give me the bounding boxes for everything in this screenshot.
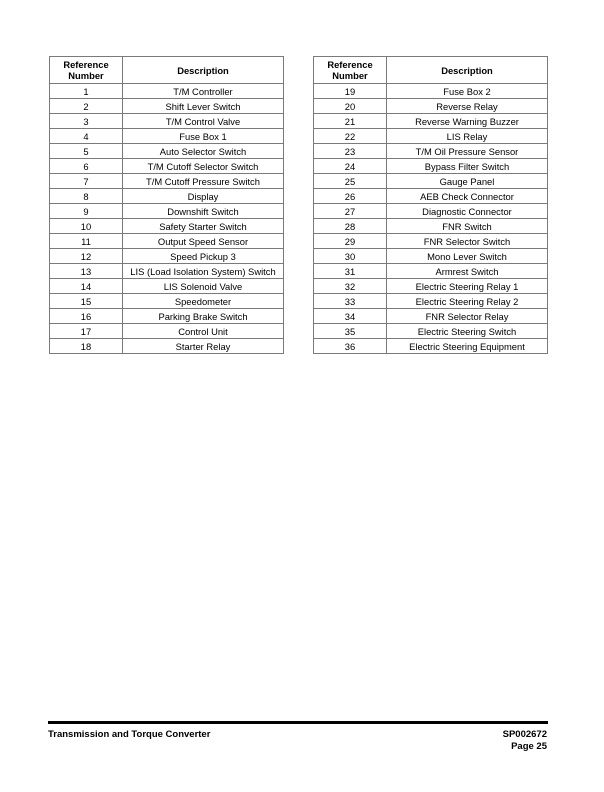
description-cell: AEB Check Connector <box>387 189 548 204</box>
description-cell: Fuse Box 2 <box>387 84 548 99</box>
description-cell: Diagnostic Connector <box>387 204 548 219</box>
description-cell: LIS (Load Isolation System) Switch <box>123 264 284 279</box>
table-body-left <box>50 84 284 354</box>
table-row <box>314 339 548 354</box>
reference-number-cell: 22 <box>314 129 387 144</box>
reference-number-cell: 13 <box>50 264 123 279</box>
description-cell: FNR Selector Relay <box>387 309 548 324</box>
description-cell: Gauge Panel <box>387 174 548 189</box>
reference-number-cell: 30 <box>314 249 387 264</box>
table-row <box>50 174 284 189</box>
reference-number-cell: 26 <box>314 189 387 204</box>
reference-number-cell: 20 <box>314 99 387 114</box>
table-row <box>314 204 548 219</box>
reference-number-cell: 18 <box>50 339 123 354</box>
description-cell: Electric Steering Switch <box>387 324 548 339</box>
table-row <box>50 339 284 354</box>
description-cell: Parking Brake Switch <box>123 309 284 324</box>
table-row <box>50 159 284 174</box>
description-cell: Safety Starter Switch <box>123 219 284 234</box>
description-cell: T/M Controller <box>123 84 284 99</box>
reference-number-cell: 24 <box>314 159 387 174</box>
reference-number-cell: 34 <box>314 309 387 324</box>
reference-number-cell: 8 <box>50 189 123 204</box>
reference-number-cell: 28 <box>314 219 387 234</box>
table-row <box>314 294 548 309</box>
reference-number-cell: 1 <box>50 84 123 99</box>
reference-number-cell: 16 <box>50 309 123 324</box>
reference-number-cell: 23 <box>314 144 387 159</box>
reference-number-cell: 27 <box>314 204 387 219</box>
table-row <box>50 234 284 249</box>
description-cell: Shift Lever Switch <box>123 99 284 114</box>
description-cell: T/M Oil Pressure Sensor <box>387 144 548 159</box>
header-description: Description <box>123 57 284 84</box>
table-row <box>314 159 548 174</box>
reference-number-cell: 7 <box>50 174 123 189</box>
table-header-row <box>50 57 284 84</box>
reference-number-cell: 6 <box>50 159 123 174</box>
reference-number-cell: 31 <box>314 264 387 279</box>
description-cell: Starter Relay <box>123 339 284 354</box>
description-cell: Speedometer <box>123 294 284 309</box>
table-row <box>50 324 284 339</box>
description-cell: Electric Steering Relay 1 <box>387 279 548 294</box>
header-reference-number: Reference Number <box>314 57 387 84</box>
table-row <box>314 279 548 294</box>
table-row <box>50 219 284 234</box>
description-cell: Reverse Relay <box>387 99 548 114</box>
header-reference-number: Reference Number <box>50 57 123 84</box>
table-row <box>314 189 548 204</box>
reference-number-cell: 29 <box>314 234 387 249</box>
table-row <box>50 264 284 279</box>
description-cell: Fuse Box 1 <box>123 129 284 144</box>
reference-table-left <box>49 56 284 354</box>
reference-number-cell: 4 <box>50 129 123 144</box>
table-row <box>50 204 284 219</box>
description-cell: FNR Selector Switch <box>387 234 548 249</box>
description-cell: T/M Cutoff Selector Switch <box>123 159 284 174</box>
table-row <box>314 129 548 144</box>
reference-number-cell: 25 <box>314 174 387 189</box>
table-row <box>50 129 284 144</box>
table-row <box>50 99 284 114</box>
reference-number-cell: 32 <box>314 279 387 294</box>
footer-page-number: Page 25 <box>511 741 547 752</box>
table-row <box>314 234 548 249</box>
reference-number-cell: 3 <box>50 114 123 129</box>
reference-number-cell: 10 <box>50 219 123 234</box>
description-cell: LIS Relay <box>387 129 548 144</box>
table-row <box>314 264 548 279</box>
description-cell: Electric Steering Equipment <box>387 339 548 354</box>
description-cell: Armrest Switch <box>387 264 548 279</box>
table-row <box>314 249 548 264</box>
description-cell: LIS Solenoid Valve <box>123 279 284 294</box>
table-row <box>314 84 548 99</box>
footer-divider <box>48 721 548 724</box>
table-row <box>314 174 548 189</box>
table-row <box>50 84 284 99</box>
reference-number-cell: 2 <box>50 99 123 114</box>
reference-number-cell: 5 <box>50 144 123 159</box>
description-cell: Control Unit <box>123 324 284 339</box>
table-row <box>50 189 284 204</box>
reference-number-cell: 9 <box>50 204 123 219</box>
description-cell: Output Speed Sensor <box>123 234 284 249</box>
reference-number-cell: 35 <box>314 324 387 339</box>
table-row <box>314 219 548 234</box>
description-cell: FNR Switch <box>387 219 548 234</box>
table-row <box>314 144 548 159</box>
description-cell: Display <box>123 189 284 204</box>
reference-table-right <box>313 56 548 354</box>
footer-section-title: Transmission and Torque Converter <box>48 729 211 740</box>
reference-number-cell: 12 <box>50 249 123 264</box>
description-cell: Auto Selector Switch <box>123 144 284 159</box>
description-cell: Speed Pickup 3 <box>123 249 284 264</box>
description-cell: Reverse Warning Buzzer <box>387 114 548 129</box>
reference-number-cell: 21 <box>314 114 387 129</box>
description-cell: Downshift Switch <box>123 204 284 219</box>
table-row <box>314 309 548 324</box>
reference-number-cell: 36 <box>314 339 387 354</box>
table-row <box>50 294 284 309</box>
footer-doc-number: SP002672 <box>502 729 547 740</box>
table-row <box>314 99 548 114</box>
reference-number-cell: 19 <box>314 84 387 99</box>
description-cell: Electric Steering Relay 2 <box>387 294 548 309</box>
description-cell: T/M Cutoff Pressure Switch <box>123 174 284 189</box>
reference-number-cell: 11 <box>50 234 123 249</box>
table-row <box>314 324 548 339</box>
table-row <box>50 249 284 264</box>
description-cell: T/M Control Valve <box>123 114 284 129</box>
description-cell: Mono Lever Switch <box>387 249 548 264</box>
reference-number-cell: 17 <box>50 324 123 339</box>
reference-number-cell: 33 <box>314 294 387 309</box>
table-row <box>50 309 284 324</box>
table-row <box>50 279 284 294</box>
table-body-right <box>314 84 548 354</box>
table-row <box>50 114 284 129</box>
description-cell: Bypass Filter Switch <box>387 159 548 174</box>
table-row <box>50 144 284 159</box>
reference-number-cell: 15 <box>50 294 123 309</box>
footer-page-info <box>503 729 547 753</box>
table-row <box>314 114 548 129</box>
table-header-row <box>314 57 548 84</box>
reference-number-cell: 14 <box>50 279 123 294</box>
header-description: Description <box>387 57 548 84</box>
